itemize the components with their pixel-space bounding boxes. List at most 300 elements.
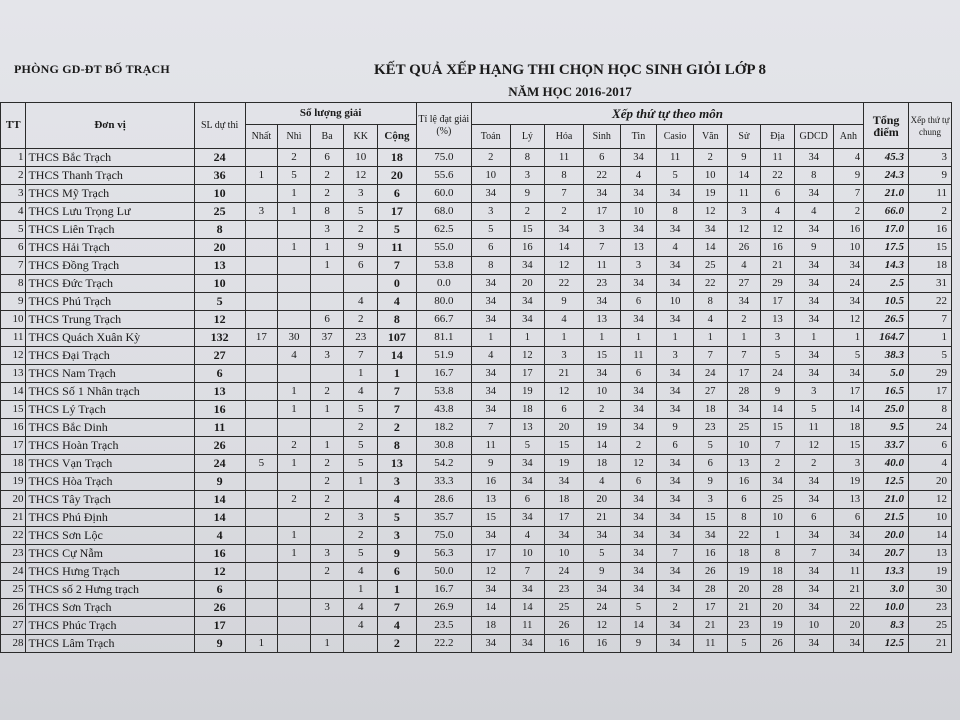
row-number: 24 <box>1 563 26 581</box>
row-number: 17 <box>1 437 26 455</box>
table-row <box>1 581 952 599</box>
award-count: 1 <box>344 581 378 599</box>
participants-count: 12 <box>194 311 245 329</box>
subject-rank: 34 <box>794 149 833 167</box>
col-subject-0: Toán <box>471 125 510 149</box>
award-total: 4 <box>378 491 417 509</box>
subject-rank: 12 <box>545 383 584 401</box>
pass-rate: 80.0 <box>416 293 471 311</box>
school-year: NĂM HỌC 2016-2017 <box>508 84 632 99</box>
unit-name: THCS Sơn Lộc <box>26 527 194 545</box>
award-count: 6 <box>310 311 344 329</box>
award-count: 3 <box>310 221 344 239</box>
subject-rank: 17 <box>545 509 584 527</box>
col-subject-8: Địa <box>761 125 795 149</box>
subject-rank: 10 <box>510 545 545 563</box>
award-count: 4 <box>344 383 378 401</box>
award-count: 4 <box>344 293 378 311</box>
subject-rank: 20 <box>583 491 620 509</box>
award-count: 5 <box>344 401 378 419</box>
subject-rank: 10 <box>620 203 657 221</box>
subject-rank: 34 <box>510 581 545 599</box>
overall-rank: 7 <box>909 311 952 329</box>
subject-rank: 6 <box>471 239 510 257</box>
subject-rank: 9 <box>620 635 657 653</box>
subject-rank: 11 <box>794 419 833 437</box>
subject-rank: 3 <box>833 455 864 473</box>
participants-count: 6 <box>194 365 245 383</box>
unit-name: THCS Hải Trạch <box>26 239 194 257</box>
unit-name: THCS Đức Trạch <box>26 275 194 293</box>
award-count: 2 <box>278 437 311 455</box>
subject-rank: 34 <box>727 293 761 311</box>
award-total: 2 <box>378 419 417 437</box>
col-subject-group: Xếp thứ tự theo môn <box>471 103 863 125</box>
total-score: 25.0 <box>864 401 909 419</box>
subject-rank: 3 <box>761 329 795 347</box>
subject-rank: 24 <box>545 563 584 581</box>
subject-rank: 13 <box>620 239 657 257</box>
subject-rank: 3 <box>620 257 657 275</box>
subject-rank: 19 <box>761 617 795 635</box>
total-score: 20.0 <box>864 527 909 545</box>
subject-rank: 26 <box>693 563 727 581</box>
award-count <box>278 419 311 437</box>
subject-rank: 34 <box>510 509 545 527</box>
award-count <box>278 275 311 293</box>
subject-rank: 10 <box>761 509 795 527</box>
subject-rank: 15 <box>583 347 620 365</box>
subject-rank: 11 <box>761 149 795 167</box>
award-count <box>245 347 278 365</box>
overall-rank: 13 <box>909 545 952 563</box>
col-unit: Đơn vị <box>26 103 194 149</box>
award-count: 3 <box>310 347 344 365</box>
award-total: 11 <box>378 239 417 257</box>
subject-rank: 1 <box>761 527 795 545</box>
subject-rank: 4 <box>693 311 727 329</box>
award-count <box>310 419 344 437</box>
award-total: 2 <box>378 635 417 653</box>
subject-rank: 7 <box>583 239 620 257</box>
subject-rank: 25 <box>693 257 727 275</box>
table-row <box>1 203 952 221</box>
subject-rank: 19 <box>510 383 545 401</box>
participants-count: 11 <box>194 419 245 437</box>
subject-rank: 11 <box>510 617 545 635</box>
subject-rank: 12 <box>545 257 584 275</box>
award-count: 1 <box>278 401 311 419</box>
row-number: 25 <box>1 581 26 599</box>
subject-rank: 34 <box>794 275 833 293</box>
subject-rank: 2 <box>510 203 545 221</box>
award-count: 3 <box>344 185 378 203</box>
col-subject-1: Lý <box>510 125 545 149</box>
award-count: 8 <box>310 203 344 221</box>
pass-rate: 55.6 <box>416 167 471 185</box>
subject-rank: 16 <box>727 473 761 491</box>
unit-name: THCS Lâm Trạch <box>26 635 194 653</box>
subject-rank: 2 <box>471 149 510 167</box>
row-number: 1 <box>1 149 26 167</box>
award-total: 17 <box>378 203 417 221</box>
award-count: 5 <box>344 203 378 221</box>
subject-rank: 16 <box>545 635 584 653</box>
award-total: 4 <box>378 293 417 311</box>
subject-rank: 19 <box>583 419 620 437</box>
award-count: 1 <box>278 185 311 203</box>
subject-rank: 12 <box>583 617 620 635</box>
subject-rank: 34 <box>794 527 833 545</box>
col-subject-9: GDCD <box>794 125 833 149</box>
subject-rank: 20 <box>833 617 864 635</box>
subject-rank: 22 <box>833 599 864 617</box>
subject-rank: 8 <box>794 167 833 185</box>
total-score: 3.0 <box>864 581 909 599</box>
pass-rate: 23.5 <box>416 617 471 635</box>
unit-name: THCS Hoàn Trạch <box>26 437 194 455</box>
subject-rank: 5 <box>583 545 620 563</box>
subject-rank: 3 <box>794 383 833 401</box>
row-number: 20 <box>1 491 26 509</box>
subject-rank: 5 <box>657 167 694 185</box>
row-number: 14 <box>1 383 26 401</box>
award-count <box>245 599 278 617</box>
subject-rank: 11 <box>833 563 864 581</box>
subject-rank: 34 <box>794 221 833 239</box>
subject-rank: 11 <box>727 185 761 203</box>
pass-rate: 30.8 <box>416 437 471 455</box>
subject-rank: 10 <box>833 239 864 257</box>
subject-rank: 34 <box>657 401 694 419</box>
subject-rank: 34 <box>510 293 545 311</box>
row-number: 5 <box>1 221 26 239</box>
award-count: 2 <box>344 419 378 437</box>
subject-rank: 11 <box>583 257 620 275</box>
subject-rank: 13 <box>510 419 545 437</box>
award-count: 2 <box>344 527 378 545</box>
overall-rank: 8 <box>909 401 952 419</box>
overall-rank: 17 <box>909 383 952 401</box>
row-number: 12 <box>1 347 26 365</box>
subject-rank: 7 <box>545 185 584 203</box>
unit-name: THCS Số 1 Nhân trạch <box>26 383 194 401</box>
pass-rate: 35.7 <box>416 509 471 527</box>
subject-rank: 34 <box>657 257 694 275</box>
table-row <box>1 383 952 401</box>
participants-count: 17 <box>194 617 245 635</box>
subject-rank: 15 <box>693 509 727 527</box>
subject-rank: 18 <box>693 401 727 419</box>
overall-rank: 20 <box>909 473 952 491</box>
row-number: 15 <box>1 401 26 419</box>
award-total: 8 <box>378 311 417 329</box>
subject-rank: 2 <box>727 311 761 329</box>
row-number: 10 <box>1 311 26 329</box>
subject-rank: 27 <box>727 275 761 293</box>
subject-rank: 17 <box>583 203 620 221</box>
subject-rank: 4 <box>833 149 864 167</box>
subject-rank: 10 <box>657 293 694 311</box>
subject-rank: 19 <box>693 185 727 203</box>
award-count: 2 <box>278 149 311 167</box>
pass-rate: 16.7 <box>416 365 471 383</box>
award-total: 6 <box>378 563 417 581</box>
award-count: 2 <box>310 383 344 401</box>
subject-rank: 34 <box>620 491 657 509</box>
subject-rank: 34 <box>620 221 657 239</box>
subject-rank: 34 <box>583 185 620 203</box>
subject-rank: 7 <box>657 545 694 563</box>
participants-count: 25 <box>194 203 245 221</box>
subject-rank: 7 <box>727 347 761 365</box>
subject-rank: 16 <box>471 473 510 491</box>
award-count: 1 <box>310 635 344 653</box>
overall-rank: 25 <box>909 617 952 635</box>
subject-rank: 3 <box>471 203 510 221</box>
pass-rate: 51.9 <box>416 347 471 365</box>
col-awards-group: Số lượng giải <box>245 103 416 125</box>
participants-count: 6 <box>194 581 245 599</box>
award-count: 1 <box>310 437 344 455</box>
col-overall: Xếp thứ tự chung <box>909 103 952 149</box>
subject-rank: 11 <box>620 347 657 365</box>
col-subject-2: Hóa <box>545 125 584 149</box>
pass-rate: 53.8 <box>416 257 471 275</box>
col-subject-10: Anh <box>833 125 864 149</box>
subject-rank: 6 <box>693 455 727 473</box>
subject-rank: 14 <box>471 599 510 617</box>
table-row <box>1 329 952 347</box>
subject-rank: 34 <box>833 527 864 545</box>
row-number: 28 <box>1 635 26 653</box>
award-count <box>310 617 344 635</box>
overall-rank: 14 <box>909 527 952 545</box>
award-count: 2 <box>344 221 378 239</box>
award-total: 0 <box>378 275 417 293</box>
participants-count: 10 <box>194 185 245 203</box>
overall-rank: 11 <box>909 185 952 203</box>
total-score: 21.0 <box>864 185 909 203</box>
overall-rank: 16 <box>909 221 952 239</box>
participants-count: 5 <box>194 293 245 311</box>
subject-rank: 2 <box>657 599 694 617</box>
subject-rank: 16 <box>761 239 795 257</box>
award-count: 1 <box>278 239 311 257</box>
subject-rank: 34 <box>727 401 761 419</box>
subject-rank: 17 <box>727 365 761 383</box>
subject-rank: 18 <box>545 491 584 509</box>
pass-rate: 66.7 <box>416 311 471 329</box>
subject-rank: 15 <box>510 221 545 239</box>
subject-rank: 9 <box>761 383 795 401</box>
award-total: 1 <box>378 365 417 383</box>
award-count <box>245 617 278 635</box>
award-total: 18 <box>378 149 417 167</box>
row-number: 23 <box>1 545 26 563</box>
overall-rank: 24 <box>909 419 952 437</box>
subject-rank: 14 <box>727 167 761 185</box>
subject-rank: 5 <box>794 401 833 419</box>
overall-rank: 18 <box>909 257 952 275</box>
unit-name: THCS Thanh Trạch <box>26 167 194 185</box>
subject-rank: 34 <box>657 473 694 491</box>
subject-rank: 15 <box>833 437 864 455</box>
subject-rank: 24 <box>761 365 795 383</box>
pass-rate: 81.1 <box>416 329 471 347</box>
award-count <box>310 581 344 599</box>
subject-rank: 25 <box>727 419 761 437</box>
subject-rank: 19 <box>545 455 584 473</box>
row-number: 16 <box>1 419 26 437</box>
award-count: 2 <box>310 563 344 581</box>
subject-rank: 34 <box>620 275 657 293</box>
subject-rank: 21 <box>693 617 727 635</box>
subject-rank: 2 <box>833 203 864 221</box>
table-row <box>1 545 952 563</box>
subject-rank: 2 <box>761 455 795 473</box>
subject-rank: 34 <box>620 563 657 581</box>
subject-rank: 6 <box>620 473 657 491</box>
award-count: 1 <box>278 527 311 545</box>
subject-rank: 34 <box>794 563 833 581</box>
subject-rank: 1 <box>620 329 657 347</box>
subject-rank: 21 <box>833 581 864 599</box>
table-row <box>1 365 952 383</box>
subject-rank: 14 <box>510 599 545 617</box>
unit-name: THCS Tây Trạch <box>26 491 194 509</box>
subject-rank: 13 <box>583 311 620 329</box>
participants-count: 4 <box>194 527 245 545</box>
subject-rank: 9 <box>471 455 510 473</box>
subject-rank: 2 <box>620 437 657 455</box>
award-count: 5 <box>344 455 378 473</box>
subject-rank: 10 <box>693 167 727 185</box>
subject-rank: 34 <box>620 383 657 401</box>
unit-name: THCS Nam Trạch <box>26 365 194 383</box>
subject-rank: 7 <box>833 185 864 203</box>
unit-name: THCS Phú Định <box>26 509 194 527</box>
subject-rank: 8 <box>545 167 584 185</box>
subject-rank: 34 <box>794 581 833 599</box>
subject-rank: 18 <box>833 419 864 437</box>
subject-rank: 15 <box>545 437 584 455</box>
subject-rank: 1 <box>545 329 584 347</box>
subject-rank: 34 <box>620 311 657 329</box>
subject-rank: 20 <box>761 599 795 617</box>
subject-rank: 34 <box>833 635 864 653</box>
award-count: 37 <box>310 329 344 347</box>
award-count <box>278 635 311 653</box>
subject-rank: 16 <box>510 239 545 257</box>
subject-rank: 18 <box>510 401 545 419</box>
award-count: 2 <box>344 311 378 329</box>
subject-rank: 8 <box>761 545 795 563</box>
table-row <box>1 509 952 527</box>
subject-rank: 20 <box>727 581 761 599</box>
award-count: 2 <box>310 473 344 491</box>
total-score: 16.5 <box>864 383 909 401</box>
subject-rank: 6 <box>583 149 620 167</box>
participants-count: 14 <box>194 509 245 527</box>
table-row <box>1 257 952 275</box>
subject-rank: 34 <box>693 527 727 545</box>
subject-rank: 34 <box>794 311 833 329</box>
award-count <box>278 257 311 275</box>
award-total: 13 <box>378 455 417 473</box>
unit-name: THCS Cự Nẫm <box>26 545 194 563</box>
subject-rank: 34 <box>583 365 620 383</box>
subject-rank: 6 <box>833 509 864 527</box>
subject-rank: 20 <box>545 419 584 437</box>
award-count: 1 <box>344 473 378 491</box>
subject-rank: 34 <box>620 419 657 437</box>
overall-rank: 5 <box>909 347 952 365</box>
subject-rank: 8 <box>727 509 761 527</box>
subject-rank: 20 <box>510 275 545 293</box>
overall-rank: 1 <box>909 329 952 347</box>
table-row <box>1 293 952 311</box>
pass-rate: 53.8 <box>416 383 471 401</box>
subject-rank: 34 <box>510 635 545 653</box>
subject-rank: 34 <box>794 347 833 365</box>
col-participants: SL dự thi <box>194 103 245 149</box>
award-count: 1 <box>310 257 344 275</box>
subject-rank: 14 <box>833 401 864 419</box>
subject-rank: 19 <box>727 563 761 581</box>
award-count <box>245 401 278 419</box>
subject-rank: 2 <box>583 401 620 419</box>
award-total: 9 <box>378 545 417 563</box>
subject-rank: 5 <box>693 437 727 455</box>
total-score: 13.3 <box>864 563 909 581</box>
total-score: 10.0 <box>864 599 909 617</box>
table-row <box>1 599 952 617</box>
unit-name: THCS Lý Trạch <box>26 401 194 419</box>
subject-rank: 14 <box>693 239 727 257</box>
pass-rate: 28.6 <box>416 491 471 509</box>
subject-rank: 3 <box>510 167 545 185</box>
subject-rank: 13 <box>727 455 761 473</box>
subject-rank: 11 <box>545 149 584 167</box>
subject-rank: 34 <box>510 473 545 491</box>
unit-name: THCS Phúc Trạch <box>26 617 194 635</box>
subject-rank: 34 <box>794 365 833 383</box>
subject-rank: 9 <box>727 149 761 167</box>
award-count: 1 <box>278 383 311 401</box>
total-score: 45.3 <box>864 149 909 167</box>
award-total: 7 <box>378 383 417 401</box>
overall-rank: 23 <box>909 599 952 617</box>
subject-rank: 34 <box>471 311 510 329</box>
participants-count: 10 <box>194 275 245 293</box>
award-count <box>278 599 311 617</box>
participants-count: 36 <box>194 167 245 185</box>
participants-count: 24 <box>194 455 245 473</box>
award-count: 1 <box>344 365 378 383</box>
award-count: 2 <box>310 167 344 185</box>
subject-rank: 34 <box>657 311 694 329</box>
participants-count: 12 <box>194 563 245 581</box>
award-count: 1 <box>245 167 278 185</box>
subject-rank: 34 <box>794 257 833 275</box>
total-score: 2.5 <box>864 275 909 293</box>
subject-rank: 8 <box>657 203 694 221</box>
subject-rank: 34 <box>794 491 833 509</box>
award-count <box>245 311 278 329</box>
col-tt: TT <box>1 103 26 149</box>
subject-rank: 15 <box>471 509 510 527</box>
